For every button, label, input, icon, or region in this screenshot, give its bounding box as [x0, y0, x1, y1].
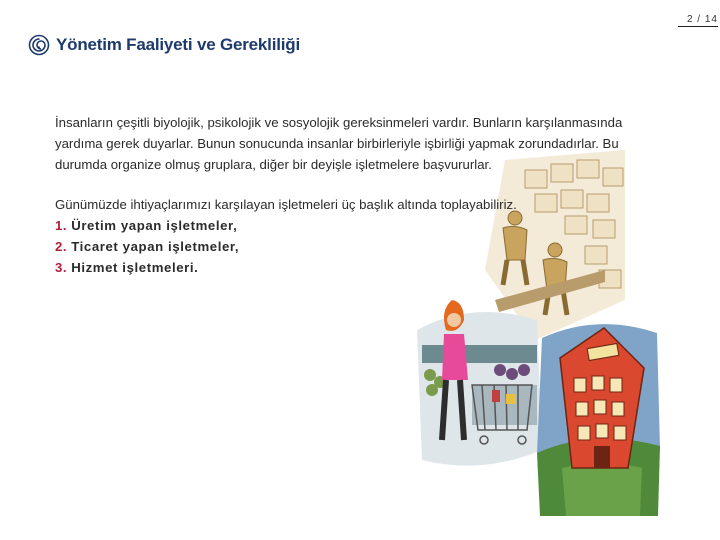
list-label: Ticaret yapan işletmeler, — [71, 238, 240, 254]
list-intro: Günümüzde ihtiyaçlarımızı karşılayan işletmeleri üç başlık altında toplayabiliriz. — [55, 197, 517, 213]
list-item — [55, 216, 650, 237]
slide-title: Yönetim Faaliyeti ve Gerekliliği — [56, 35, 300, 54]
spiral-logo-icon — [28, 34, 50, 56]
list-number: 1. — [55, 218, 68, 234]
shopper-illustration — [412, 290, 547, 480]
list-number: 2. — [55, 238, 68, 254]
list-item — [55, 258, 650, 279]
page-number: 2 / 14 — [678, 14, 718, 27]
business-types-list — [55, 216, 650, 278]
service-building-illustration — [532, 318, 662, 516]
list-item — [55, 237, 650, 258]
body-paragraph: İnsanların çeşitli biyolojik, psikolojik ve sosyolojik gereksinmeleri vardır. Bunların karşılanmasında yardıma gerek duyarlar. Bunun sonucunda insanlar birbirleriyle işbirliği yapmak zorundadırlar. Bu durumda organize olmuş gruplara, diğer bir deyişle işletmelere başvururlar. — [55, 115, 623, 172]
list-number: 3. — [55, 259, 68, 275]
list-label: Hizmet işletmeleri. — [71, 259, 199, 275]
slide-header — [28, 34, 300, 56]
list-label: Üretim yapan işletmeler, — [71, 218, 238, 234]
slide-content — [55, 113, 650, 279]
